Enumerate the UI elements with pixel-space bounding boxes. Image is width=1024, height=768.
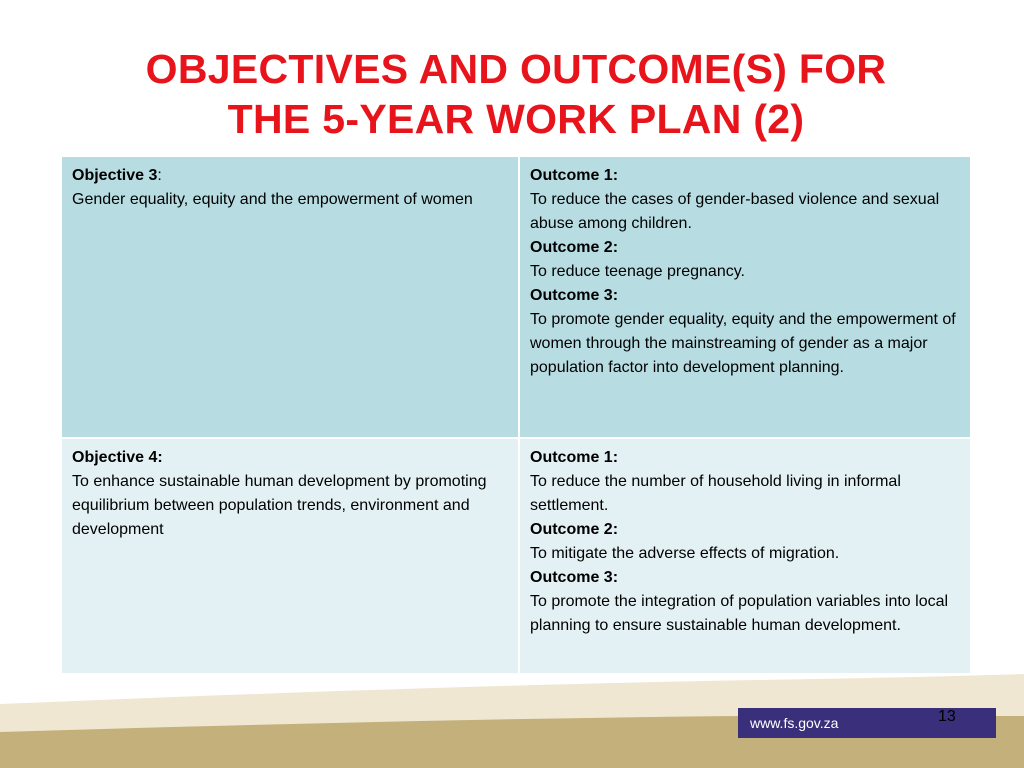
outcomes-cell [519, 156, 971, 438]
title-line-1: OBJECTIVES AND OUTCOME(S) FOR [145, 46, 887, 92]
slide-title [60, 44, 972, 144]
website-address: www.fs.gov.za [750, 715, 839, 731]
outcome-label: Outcome 2: [530, 521, 619, 538]
page-number: 13 [938, 708, 956, 725]
objective-label: Objective 4: [72, 449, 163, 466]
outcome-text: To reduce the cases of gender-based violence and sexual abuse among children. [530, 191, 940, 232]
objective-label: Objective 3: [72, 167, 162, 184]
objective-cell [61, 156, 519, 438]
objective-text: Gender equality, equity and the empowerment of women [72, 191, 473, 208]
outcome-label: Outcome 2: [530, 239, 619, 256]
outcome-text: To reduce teenage pregnancy. [530, 263, 745, 280]
outcomes-cell [519, 438, 971, 674]
objectives-table [60, 155, 972, 675]
outcome-label: Outcome 3: [530, 287, 619, 304]
objective-cell [61, 438, 519, 674]
footer-decoration [0, 660, 1024, 768]
outcome-label: Outcome 1: [530, 167, 619, 184]
outcome-text: To promote the integration of population variables into local planning to ensure sustainable human development. [530, 593, 949, 634]
outcome-text: To promote gender equality, equity and the empowerment of women through the mainstreaming of gender as a major population factor into development planning. [530, 311, 956, 376]
outcome-label: Outcome 1: [530, 449, 619, 466]
table-row [61, 438, 971, 674]
objective-text: To enhance sustainable human development by promoting equilibrium between population trends, environment and development [72, 473, 487, 538]
outcome-label: Outcome 3: [530, 569, 619, 586]
title-line-2: THE 5-YEAR WORK PLAN (2) [227, 96, 805, 142]
outcome-text: To reduce the number of household living in informal settlement. [530, 473, 901, 514]
outcome-text: To mitigate the adverse effects of migration. [530, 545, 840, 562]
table-row [61, 156, 971, 438]
